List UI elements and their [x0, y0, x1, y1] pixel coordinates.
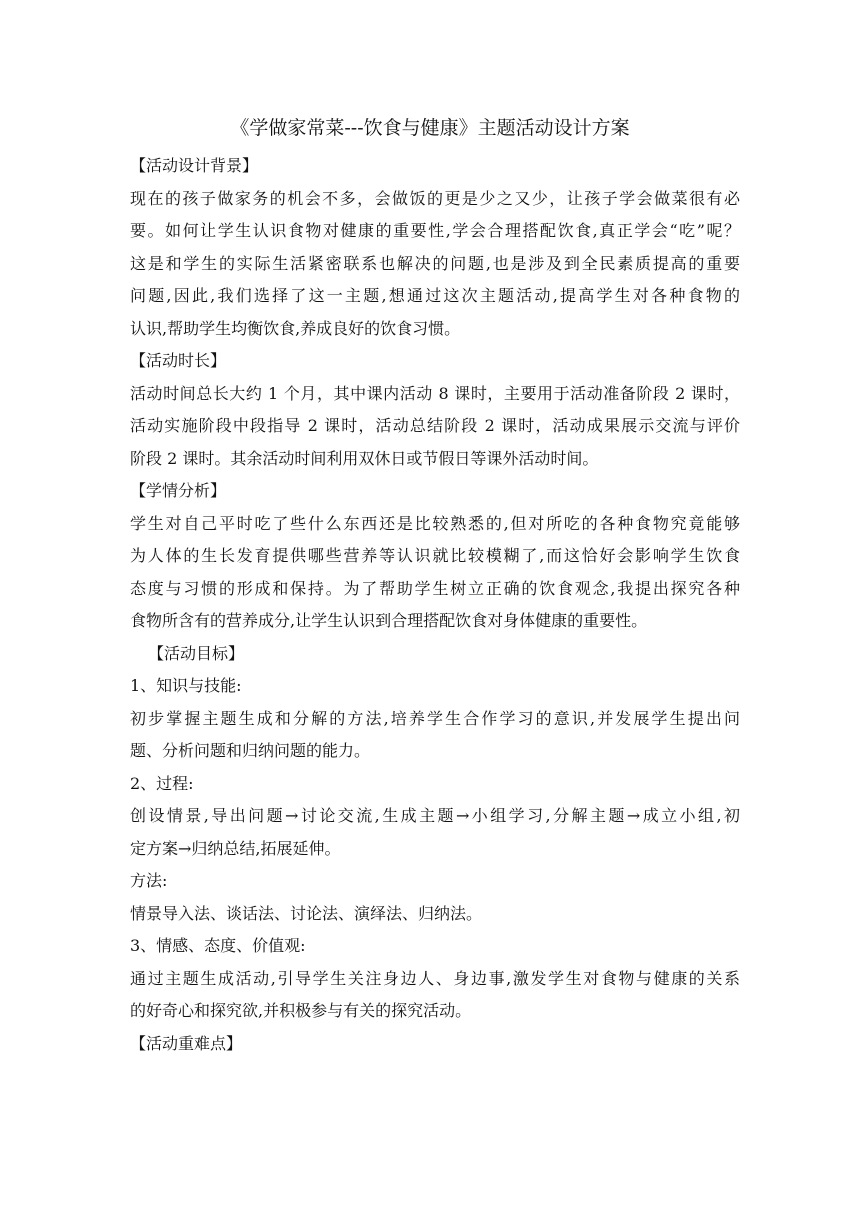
goal-method-text: 情景导入法、谈话法、讨论法、演绎法、归纳法。: [130, 903, 483, 923]
goal-attitude-label: 3、情感、态度、价值观:: [130, 936, 306, 955]
paragraph-line: 要。如何让学生认识食物对健康的重要性,学会合理搭配饮食,真正学会“吃”呢？: [130, 221, 740, 240]
paragraph-line: 题、分析问题和归纳问题的能力。: [130, 741, 371, 760]
paragraph-line: 问题,因此,我们选择了这一主题,想通过这次主题活动,提高学生对各种食物的: [130, 286, 740, 305]
paragraph-line: 学生对自己平时吃了些什么东西还是比较熟悉的,但对所吃的各种食物究竟能够: [130, 513, 740, 533]
paragraph-line: 现在的孩子做家务的机会不多，会做饭的更是少之又少，让孩子学会做菜很有必: [130, 188, 740, 208]
paragraph-line: 活动时间总长大约 1 个月，其中课内活动 8 课时，主要用于活动准备阶段 2 课时，: [130, 383, 740, 403]
paragraph-line: 这是和学生的实际生活紧密联系也解决的问题,也是涉及到全民素质提高的重要: [130, 253, 740, 273]
paragraph-line: 阶段 2 课时。其余活动时间利用双休日或节假日等课外活动时间。: [130, 448, 599, 468]
section-heading-background: 【活动设计背景】: [130, 156, 259, 175]
goal-process-label: 2、过程:: [130, 773, 194, 793]
section-heading-key-points: 【活动重难点】: [130, 1033, 243, 1053]
duration-paragraph: [130, 378, 740, 476]
paragraph-line: 态度与习惯的形成和保持。为了帮助学生树立正确的饮食观念,我提出探究各种: [130, 578, 740, 598]
section-heading-analysis: 【学情分析】: [130, 481, 227, 500]
goal-knowledge-paragraph: [130, 703, 740, 768]
paragraph-line: 认识,帮助学生均衡饮食,养成良好的饮食习惯。: [130, 318, 461, 338]
goal-process-paragraph: [130, 800, 740, 865]
background-paragraph: [130, 183, 740, 346]
section-heading-goals: 【活动目标】: [148, 643, 245, 663]
paragraph-line: 食物所含有的营养成分,让学生认识到合理搭配饮食对身体健康的重要性。: [130, 611, 648, 630]
analysis-paragraph: [130, 508, 740, 638]
goal-attitude-paragraph: [130, 963, 740, 1028]
goal-knowledge-label: 1、知识与技能:: [130, 676, 242, 695]
paragraph-line: 定方案→归纳总结,拓展延伸。: [130, 838, 341, 858]
paragraph-line: 为人体的生长发育提供哪些营养等认识就比较模糊了,而这恰好会影响学生饮食: [130, 546, 740, 565]
document-title: 《学做家常菜---饮食与健康》主题活动设计方案: [230, 117, 630, 139]
goal-method-label: 方法:: [130, 871, 168, 890]
paragraph-line: 初步掌握主题生成和分解的方法,培养学生合作学习的意识,并发展学生提出问: [130, 708, 740, 728]
paragraph-line: 活动实施阶段中段指导 2 课时，活动总结阶段 2 课时，活动成果展示交流与评价: [130, 416, 740, 435]
paragraph-line: 通过主题生成活动,引导学生关注身边人、身边事,激发学生对食物与健康的关系: [130, 968, 740, 988]
paragraph-line: 创设情景,导出问题→讨论交流,生成主题→小组学习,分解主题→成立小组,初: [130, 806, 740, 825]
paragraph-line: 的好奇心和探究欲,并积极参与有关的探究活动。: [130, 1001, 472, 1020]
document-body: [130, 150, 740, 1060]
section-heading-duration: 【活动时长】: [130, 351, 227, 370]
